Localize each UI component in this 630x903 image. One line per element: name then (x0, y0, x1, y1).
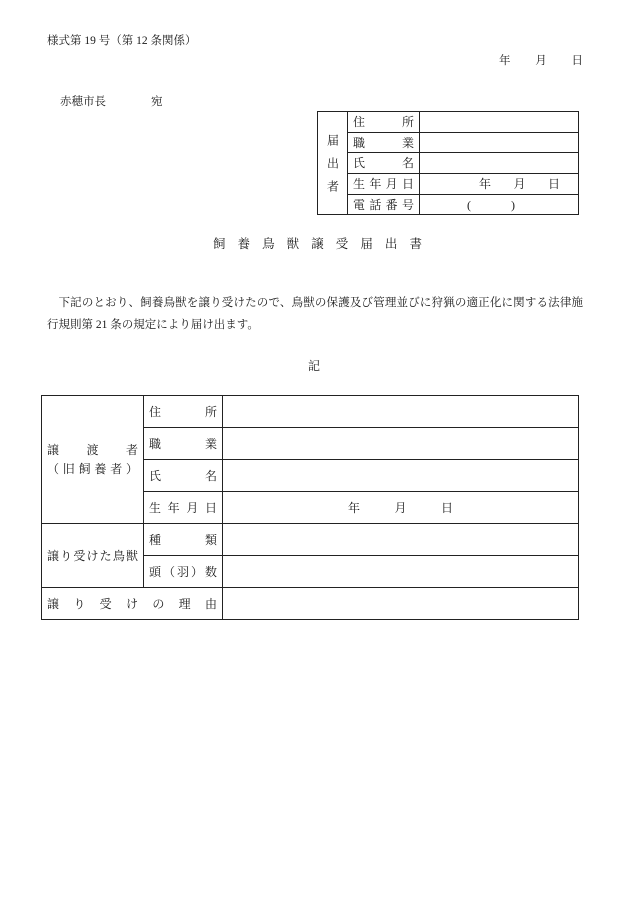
transferor-birthdate-label-cell (144, 492, 223, 524)
applicant-birthdate-label-cell (348, 174, 420, 195)
applicant-name-label: 氏名 (353, 156, 414, 170)
transferor-address-field (223, 396, 579, 428)
applicant-phone-label-cell (348, 195, 420, 215)
reason-label: 譲り受けの理由 (47, 596, 217, 611)
body-line-1: 下記のとおり、飼養鳥獣を譲り受けたので、鳥獣の保護及び管理並びに狩猟の適正化に関する法律施 (58, 297, 583, 309)
animal-species-label: 種類 (149, 532, 217, 547)
applicant-phone-field (420, 195, 579, 215)
reason-row (42, 588, 579, 620)
transferor-heading: 譲渡者 (47, 442, 138, 457)
transferor-occupation-field (223, 428, 579, 460)
transferor-name-label-cell (144, 460, 223, 492)
addressee-name: 赤穂市長 (60, 96, 106, 108)
reason-label-cell (42, 588, 223, 620)
transferor-heading-cell (42, 396, 144, 524)
transferor-row-address (42, 396, 579, 428)
note-heading: 記 (308, 359, 321, 373)
transferor-occupation-label-cell (144, 428, 223, 460)
transferor-subheading: （旧飼養者） (47, 461, 138, 476)
addressee-honorific: 宛 (151, 96, 163, 108)
applicant-occupation-label: 職業 (353, 135, 414, 150)
transferor-birthdate-value: 年月日 (348, 500, 453, 515)
transferor-address-label-cell (144, 396, 223, 428)
applicant-phone-value: ( ) (467, 197, 515, 212)
form-number: 様式第 19 号（第 12 条関係） (47, 35, 197, 47)
applicant-birthdate-label: 生年月日 (353, 177, 414, 191)
applicant-row-occupation (318, 133, 579, 153)
applicant-occupation-field (420, 133, 579, 153)
applicant-address-field (420, 112, 579, 133)
applicant-row-name (318, 153, 579, 174)
applicant-phone-label: 電話番号 (353, 197, 414, 212)
reason-field (223, 588, 579, 620)
body-line-2: 行規則第 21 条の規定により届け出ます。 (47, 319, 259, 331)
applicant-heading: 届出者 (325, 134, 340, 192)
applicant-address-label-cell (348, 112, 420, 133)
applicant-name-label-cell (348, 153, 420, 174)
transferor-name-label: 氏名 (149, 468, 217, 483)
animal-heading: 譲り受けた鳥獣 (47, 548, 138, 563)
applicant-birthdate-field (420, 174, 579, 195)
animal-count-field (223, 556, 579, 588)
transferor-birthdate-label: 生年月日 (149, 500, 217, 515)
animal-row-species (42, 524, 579, 556)
animal-count-label: 頭（羽）数 (149, 564, 217, 579)
applicant-name-field (420, 153, 579, 174)
applicant-row-address (318, 112, 579, 133)
applicant-row-birthdate (318, 174, 579, 195)
animal-species-field (223, 524, 579, 556)
transferor-occupation-label: 職業 (149, 436, 217, 451)
details-table (41, 395, 579, 620)
transferor-address-label: 住所 (149, 404, 217, 419)
applicant-row-phone (318, 195, 579, 215)
applicant-heading-cell (318, 112, 348, 215)
applicant-occupation-label-cell (348, 133, 420, 153)
animal-count-label-cell (144, 556, 223, 588)
applicant-birthdate-value: 年月日 (479, 177, 560, 191)
applicant-table (317, 111, 579, 215)
animal-heading-cell (42, 524, 144, 588)
submission-date: 年月日 (499, 55, 583, 67)
transferor-name-field (223, 460, 579, 492)
transferor-birthdate-field (223, 492, 579, 524)
applicant-address-label: 住所 (353, 115, 414, 129)
animal-species-label-cell (144, 524, 223, 556)
form-title: 飼養鳥獣譲受届出書 (213, 237, 422, 251)
